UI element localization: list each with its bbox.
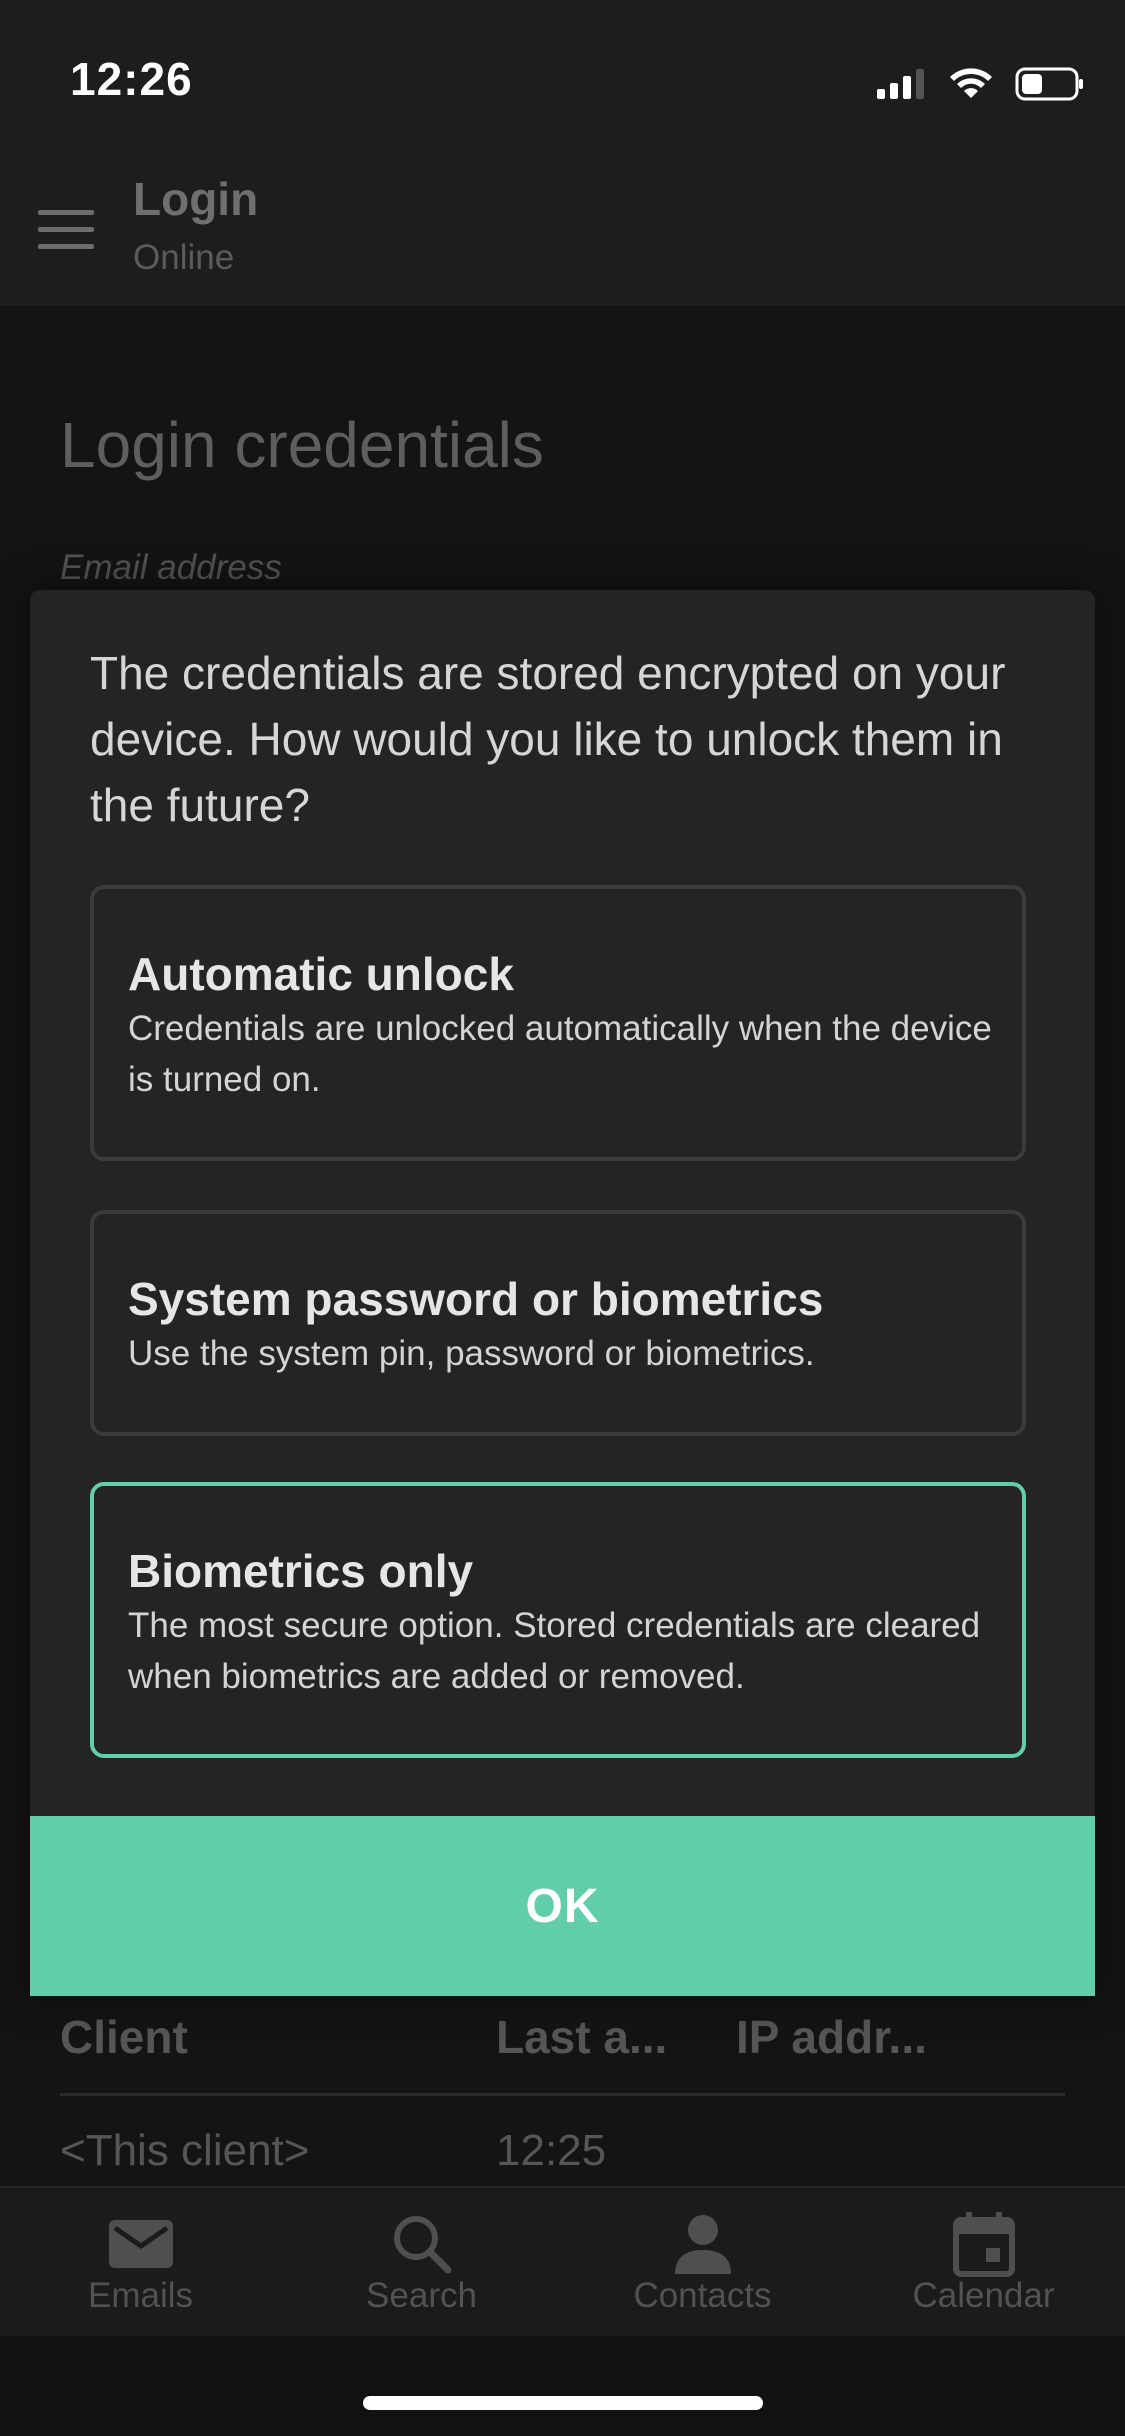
bottom-nav bbox=[0, 2186, 1125, 2338]
ok-button[interactable]: OK bbox=[30, 1816, 1095, 1996]
page-heading: Login credentials bbox=[60, 409, 544, 481]
option-biometrics-only[interactable] bbox=[90, 1482, 1026, 1758]
nav-item-emails[interactable] bbox=[0, 2188, 281, 2338]
app-title: Login bbox=[133, 173, 259, 225]
option-title: Automatic unlock bbox=[128, 948, 514, 1000]
status-time: 12:26 bbox=[70, 53, 193, 105]
unlock-method-dialog bbox=[30, 590, 1095, 1996]
app-bar bbox=[0, 140, 1125, 306]
home-indicator[interactable] bbox=[363, 2396, 763, 2410]
signal-icon bbox=[877, 69, 927, 99]
search-icon bbox=[386, 2208, 458, 2280]
nav-label: Search bbox=[366, 2276, 477, 2315]
nav-item-search[interactable] bbox=[281, 2188, 562, 2338]
nav-label: Emails bbox=[87, 2276, 194, 2315]
mail-icon bbox=[105, 2208, 177, 2280]
table-header-client: Client bbox=[60, 2011, 188, 2063]
email-address-label: Email address bbox=[60, 548, 282, 587]
nav-label: Contacts bbox=[633, 2276, 772, 2315]
option-automatic-unlock[interactable] bbox=[90, 885, 1026, 1161]
option-system-password-biometrics[interactable] bbox=[90, 1210, 1026, 1436]
option-title: System password or biometrics bbox=[128, 1273, 824, 1325]
table-header-last-access: Last a... bbox=[496, 2011, 668, 2063]
nav-item-calendar[interactable] bbox=[843, 2188, 1124, 2338]
battery-icon bbox=[1015, 67, 1085, 101]
hamburger-menu-icon[interactable] bbox=[38, 210, 94, 250]
wifi-icon bbox=[949, 68, 993, 100]
dialog-message: The credentials are stored encrypted on your device. How would you like to unlock them in the future? bbox=[90, 647, 1006, 831]
nav-item-contacts[interactable] bbox=[562, 2188, 843, 2338]
table-header-ip-address: IP addr... bbox=[736, 2011, 927, 2063]
table-cell-last-access: 12:25 bbox=[496, 2126, 607, 2175]
home-area bbox=[0, 2336, 1125, 2436]
option-description: Use the system pin, password or biometrics. bbox=[128, 1334, 815, 1373]
status-icons bbox=[877, 60, 1085, 108]
table-cell-client: <This client> bbox=[60, 2126, 310, 2175]
nav-label: Calendar bbox=[912, 2276, 1055, 2315]
status-bar bbox=[0, 0, 1125, 140]
table-divider bbox=[60, 2093, 1065, 2096]
person-icon bbox=[667, 2208, 739, 2280]
option-description: The most secure option. Stored credentials are cleared when biometrics are added or removed. bbox=[128, 1606, 981, 1696]
app-subtitle: Online bbox=[133, 238, 235, 277]
option-description: Credentials are unlocked automatically when the device is turned on. bbox=[128, 1009, 992, 1099]
calendar-icon bbox=[948, 2208, 1020, 2280]
option-title: Biometrics only bbox=[128, 1545, 474, 1597]
